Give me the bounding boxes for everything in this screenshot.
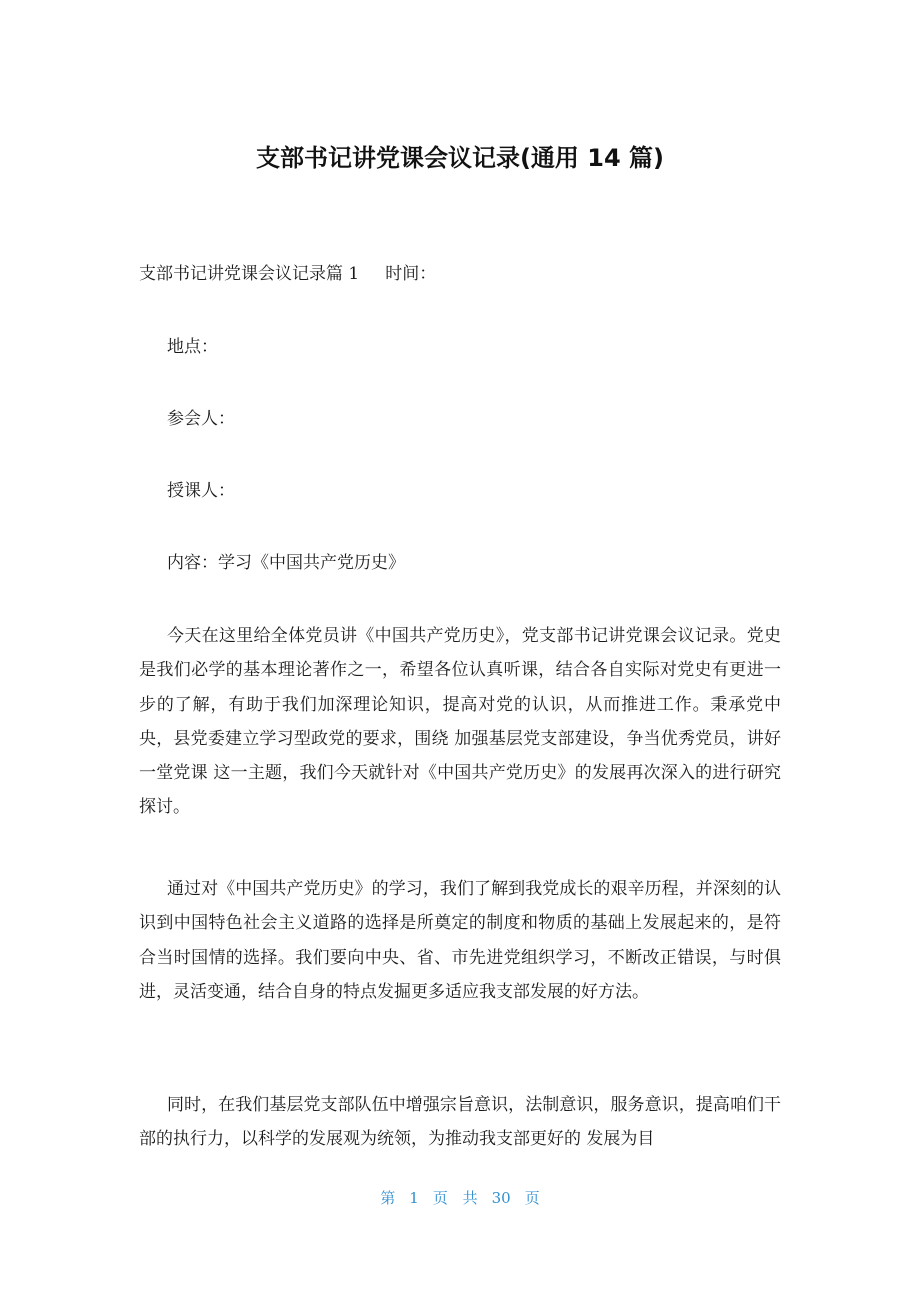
location-field: 地点： xyxy=(167,337,218,357)
section-heading: 支部书记讲党课会议记录篇 1 xyxy=(139,264,360,284)
paragraph-2: 通过对《中国共产党历史》的学习，我们了解到我党成长的艰辛历程，并深刻的认识到中国特色社会主义道路的选择是所奠定的制度和物质的基础上发展起来的，是符合当时国情的选择。我们要向中央、省、市先进党组织学习，不断改正错误，与时俱进，灵活变通，结合自身的特点发掘更多适应我支部发展的好方法。 xyxy=(139,879,781,1002)
paragraph-3: 同时，在我们基层党支部队伍中增强宗旨意识，法制意识，服务意识，提高咱们干部的执行力，以科学的发展观为统领，为推动我支部更好的 发展为目 xyxy=(139,1095,781,1150)
footer-middle: 页 共 xyxy=(432,1189,478,1207)
lecturer-field: 授课人： xyxy=(167,481,235,501)
current-page-number: 1 xyxy=(409,1189,419,1207)
footer-suffix: 页 xyxy=(524,1189,540,1207)
footer-prefix: 第 xyxy=(380,1189,396,1207)
document-title: 支部书记讲党课会议记录(通用 14 篇) xyxy=(255,144,665,172)
page-footer xyxy=(0,1187,920,1209)
content-field: 内容：学习《中国共产党历史》 xyxy=(167,553,405,573)
attendees-field: 参会人： xyxy=(167,409,235,429)
paragraph-1: 今天在这里给全体党员讲《中国共产党历史》，党支部书记讲党课会议记录。党史是我们必学的基本理论著作之一，希望各位认真听课，结合各自实际对党史有更进一步的了解，有助于我们加深理论知识，提高对党的认识，从而推进工作。秉承党中央，县党委建立学习型政党的要求，围绕 加强基层党支部建设，争当优秀党员，讲好一堂党课 这一主题，我们今天就针对《中国共产党历史》的发展再次深入的进行研究探讨。 xyxy=(139,626,781,818)
total-pages-number: 30 xyxy=(491,1189,511,1207)
section-heading-line xyxy=(139,262,436,286)
time-label: 时间： xyxy=(385,264,437,284)
